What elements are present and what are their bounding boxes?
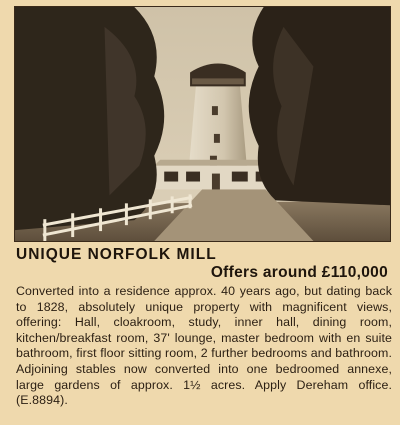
trees-right — [249, 7, 390, 205]
listing-headline: UNIQUE NORFOLK MILL — [16, 246, 217, 263]
mill-photo-illustration — [15, 7, 390, 241]
listing-price: Offers around £110,000 — [210, 264, 388, 281]
listing-description: Converted into a residence approx. 40 years ago, but dating back to 1828, absolutely unique property with magnificent views, offering: Hall, cloakroom, study, inner hall, dining room, kitchen/breakfast room, 37' lounge, master bedroom with en suite bathroom, first floor sitting room, 2 further bedrooms and bathroom. Adjoining stables now converted into one bedroomed annexe, large gardens of approx. 1½ acres. Apply Dereham office. (E.8894). — [16, 284, 392, 408]
property-photo — [14, 6, 391, 242]
